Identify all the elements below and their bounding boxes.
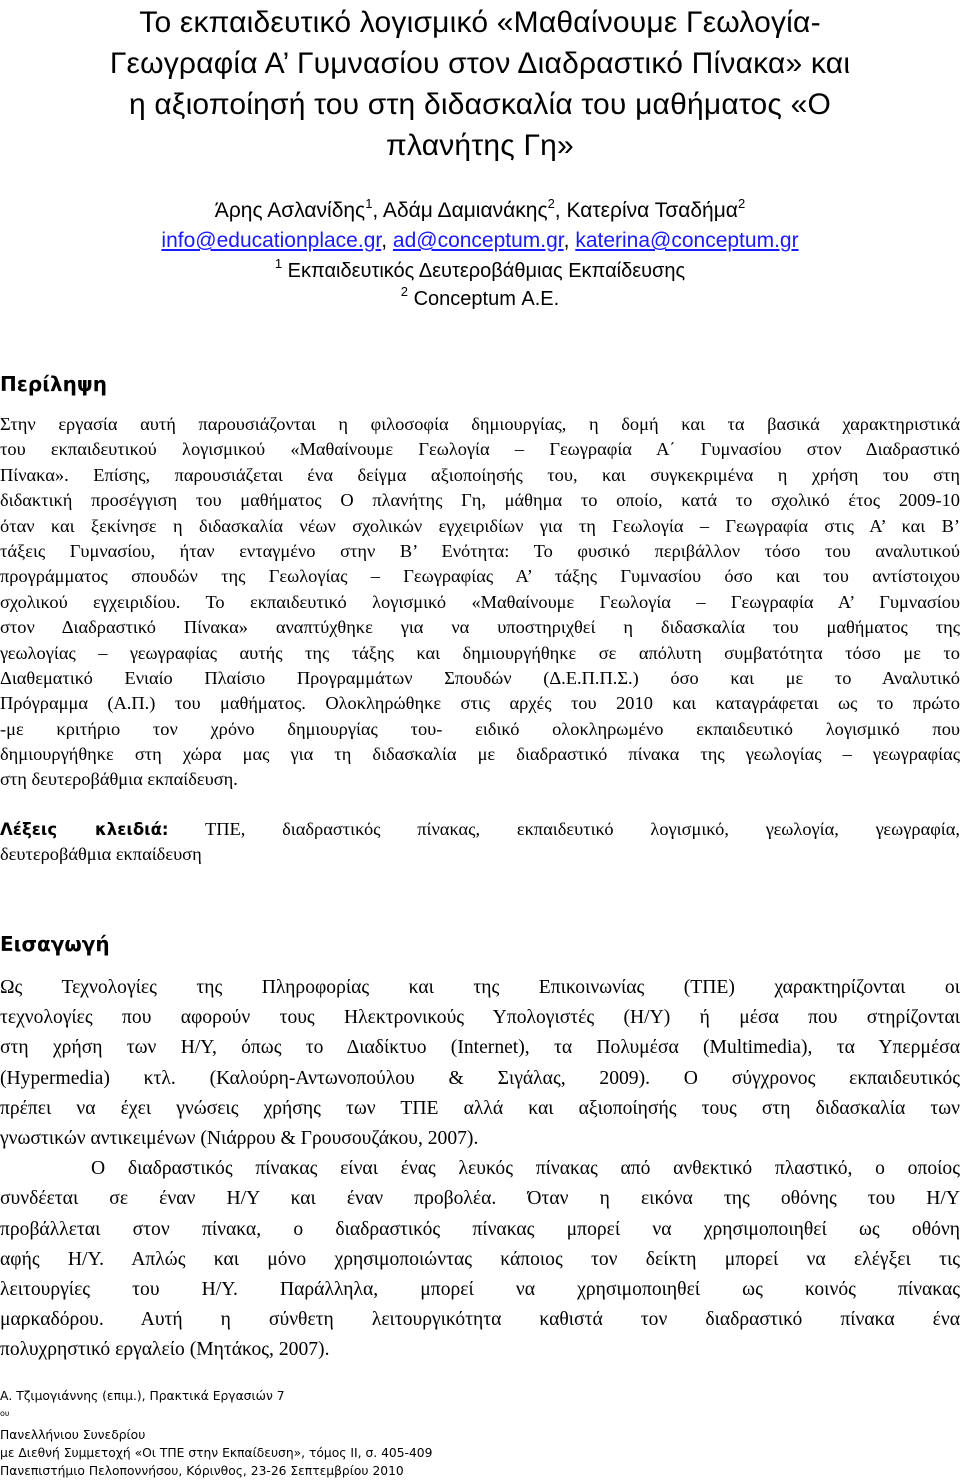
intro-line: Ως Τεχνολογίες της Πληροφορίας και της Επικοινωνίας (ΤΠΕ) χαρακτηρίζονται οι xyxy=(0,977,960,998)
affiliation-1 xyxy=(0,256,960,283)
abstract-line: προγράμματος σπουδών της Γεωλογίας – Γεωγραφίας Α’ τάξης Γυμνασίου όσο και του αντίστοιχου xyxy=(0,566,960,587)
abstract-line: γεωλογίας – γεωγραφίας αυτής της τάξης και δημιουργήθηκε σε απόλυτη συμβατότητα τόσο με το xyxy=(0,642,960,663)
abstract-line: τάξεις Γυμνασίου, ήταν ενταγμένο στην Β’ Ενότητα: Το φυσικό περιβάλλον τόσο του αναλυτικού xyxy=(0,540,960,561)
author-name: , Κατερίνα Τσαδήμα xyxy=(554,199,738,222)
title-line: η αξιοποίησή του στη διδασκαλία του μαθήματος «Ο xyxy=(128,88,832,121)
email-separator: , xyxy=(381,229,393,252)
affiliation-text: Conceptum Α.Ε. xyxy=(408,288,560,310)
abstract-body xyxy=(0,412,960,793)
abstract-heading: Περίληψη xyxy=(0,372,107,396)
email-separator: , xyxy=(563,229,576,252)
intro-line: τεχνολογίες που αφορούν τους Ηλεκτρονικούς Υπολογιστές (Η/Υ) ή μέσα που στηρίζονται xyxy=(0,1007,960,1029)
abstract-line: όταν και ξεκίνησε η διδασκαλία νέων σχολικών εγχειριδίων για τη Γεωλογία – Γεωγραφία στις Α’ και Β’ xyxy=(0,515,960,536)
intro-line: (Hypermedia) κτλ. (Καλούρη-Αντωνοπούλου & Σιγάλας, 2009). Ο σύγχρονος εκπαιδευτικός xyxy=(0,1067,960,1089)
author-affiliation-mark: 2 xyxy=(737,196,746,211)
footer-line: Πανεπιστήμιο Πελοποννήσου, Κόρινθος, 23-26 Σεπτεμβρίου 2010 xyxy=(0,1464,404,1478)
abstract-line: Στην εργασία αυτή παρουσιάζονται η φιλοσοφία δημιουργίας, η δομή και τα βασικά χαρακτηριστικά xyxy=(0,414,960,434)
page-footer xyxy=(0,1387,432,1480)
introduction-body xyxy=(0,973,960,1365)
author-list xyxy=(0,196,960,223)
introduction-heading: Εισαγωγή xyxy=(0,932,110,956)
keywords-line xyxy=(0,817,960,842)
abstract-line: Πίνακα». Επίσης, παρουσιάζεται ένα δείγμα αξιοποίησής του, και συγκεκριμένα η χρήση του στη xyxy=(0,464,960,485)
author-affiliation-mark: 2 xyxy=(547,196,555,211)
intro-line: συνδέεται σε έναν Η/Υ και έναν προβολέα. Όταν η εικόνα της οθόνης του Η/Υ xyxy=(0,1188,960,1210)
keywords-label: Λέξεις κλειδιά: xyxy=(0,820,169,839)
abstract-line: στη δευτεροβάθμια εκπαίδευση. xyxy=(0,769,238,790)
author-name: , Αδάμ Δαμιανάκης xyxy=(372,199,548,222)
intro-line: γνωστικών αντικειμένων (Νιάρρου & Γρουσουζάκου, 2007). xyxy=(0,1127,479,1149)
intro-line: προβάλλεται στον πίνακα, ο διαδραστικός πίνακας μπορεί να χρησιμοποιηθεί ως οθόνη xyxy=(0,1218,960,1240)
intro-line: Ο διαδραστικός πίνακας είναι ένας λευκός πίνακας από ανθεκτικό πλαστικό, ο οποίος xyxy=(0,1158,960,1180)
abstract-line: σχολικού εγχειριδίου. Το εκπαιδευτικό λογισμικό «Μαθαίνουμε Γεωλογία – Γεωγραφία Α’ Γυμνασίου xyxy=(0,591,960,612)
footer-line xyxy=(0,1387,432,1444)
intro-line: πρέπει να έχει γνώσεις χρήσης των ΤΠΕ αλλά και αξιοποίησής τους στη διδασκαλία των xyxy=(0,1097,960,1119)
email-link[interactable]: katerina@conceptum.gr xyxy=(575,229,799,252)
intro-line: λειτουργίες του Η/Υ. Παράλληλα, μπορεί να χρησιμοποιηθεί ως κοινός πίνακας xyxy=(0,1278,960,1300)
author-name: Άρης Ασλανίδης xyxy=(214,199,366,222)
author-affiliation-mark: 1 xyxy=(365,196,373,211)
abstract-line: δημιουργήθηκε στη χώρα μας για τη διδασκαλία με διαδραστικό πίνακα της γεωλογίας – γεωγραφίας xyxy=(0,744,960,765)
footer-ordinal: ου xyxy=(0,1409,10,1418)
abstract-line: Πρόγραμμα (Α.Π.) του μαθήματος. Ολοκληρώθηκε στις αρχές του 2010 και καταγράφεται ως το πρώτο xyxy=(0,693,960,714)
abstract-line: -με κριτήριο τον χρόνο δημιουργίας του- ειδικό ολοκληρωμένο εκπαιδευτικό λογισμικό που xyxy=(0,718,960,739)
paper-title xyxy=(0,2,960,166)
footer-citation: Α. Τζιμογιάννης (επιμ.), Πρακτικά Εργασιών 7 xyxy=(0,1389,285,1403)
abstract-line: διδακτική προσέγγιση του μαθήματος Ο πλανήτης Γη, μάθημα το οποίο, κατά το σχολικό έτος 2009-10 xyxy=(0,490,960,511)
affiliation-text: Εκπαιδευτικός Δευτεροβάθμιας Εκπαίδευσης xyxy=(282,260,686,282)
email-link[interactable]: info@educationplace.gr xyxy=(161,229,382,252)
intro-line: αφής Η/Υ. Απλώς και μόνο χρησιμοποιώντας κάποιος τον δείκτη μπορεί να ελέγξει τις xyxy=(0,1248,960,1270)
title-line: Γεωγραφία Α’ Γυμνασίου στον Διαδραστικό Πίνακα» και xyxy=(109,47,851,80)
abstract-line: του εκπαιδευτικού λογισμικού «Μαθαίνουμε Γεωλογία – Γεωγραφία Α΄ Γυμνασίου στον Διαδραστικό xyxy=(0,439,960,460)
keywords-text: ΤΠΕ, διαδραστικός πίνακας, εκπαιδευτικό λογισμικό, γεωλογία, γεωγραφία, xyxy=(168,819,960,839)
author-emails xyxy=(0,229,960,253)
affiliation-2 xyxy=(0,284,960,311)
intro-line: στη χρήση των Η/Υ, όπως το Διαδίκτυο (Internet), τα Πολυμέσα (Multimedia), τα Υπερμέσα xyxy=(0,1037,960,1059)
title-line: Το εκπαιδευτικό λογισμικό «Μαθαίνουμε Γεωλογία- xyxy=(139,6,821,39)
title-line: πλανήτης Γη» xyxy=(386,129,574,162)
footer-line: με Διεθνή Συμμετοχή «Οι ΤΠΕ στην Εκπαίδευση», τόμος ΙΙ, σ. 405-409 xyxy=(0,1446,433,1460)
intro-line: μαρκαδόρου. Αυτή η σύνθετη λειτουργικότητα καθιστά τον διαδραστικό πίνακα ένα xyxy=(0,1309,960,1331)
keywords xyxy=(0,817,960,868)
affiliation-mark: 2 xyxy=(400,284,409,299)
email-link[interactable]: ad@conceptum.gr xyxy=(392,229,564,252)
abstract-line: Διαθεματικό Ενιαίο Πλαίσιο Προγραμμάτων Σπουδών (Δ.Ε.Π.Π.Σ.) όσο και με το Αναλυτικό xyxy=(0,667,960,688)
keywords-line: δευτεροβάθμια εκπαίδευση xyxy=(0,844,202,865)
abstract-line: στον Διαδραστικό Πίνακα» αναπτύχθηκε για να υποστηριχθεί η διδασκαλία του μαθήματος της xyxy=(0,617,960,638)
footer-citation: Πανελλήνιου Συνεδρίου xyxy=(0,1428,146,1442)
affiliation-mark: 1 xyxy=(274,256,283,271)
intro-line: πολυχρηστικό εργαλείο (Μητάκος, 2007). xyxy=(0,1339,330,1361)
